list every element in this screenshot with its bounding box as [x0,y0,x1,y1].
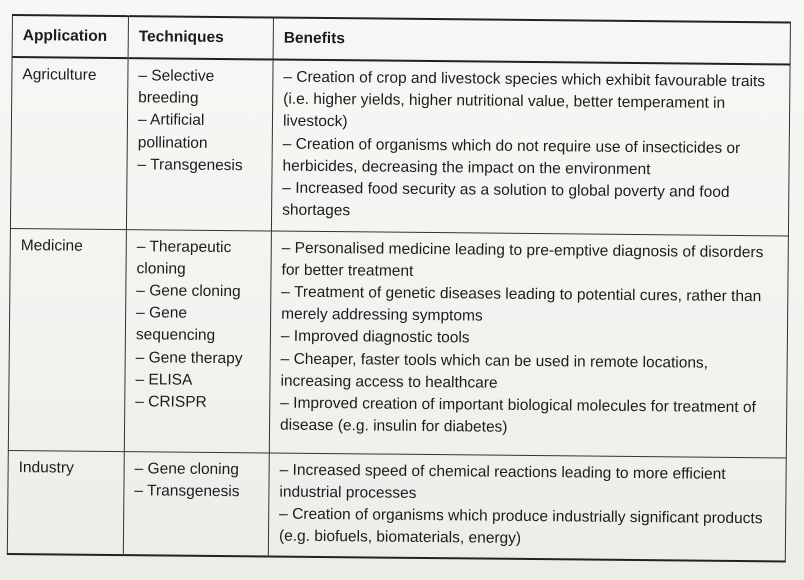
benefit-item: – Creation of organisms which do not require use of insecticides or herbicides, decreasing the impact on the environment [282,135,741,178]
applications-table-wrapper [7,14,790,562]
application-cell: Industry [7,450,124,555]
benefit-item: – Creation of crop and livestock species which exhibit favourable traits (i.e. higher yields, higher nutritional value, better temperament in livestock) [282,68,766,131]
benefit-item: – Increased food security as a solution to global poverty and food shortages [282,179,730,220]
benefits-cell [269,231,788,458]
techniques-cell [126,58,273,230]
header-application: Application [12,15,128,58]
technique-item: – ELISA [135,370,193,389]
benefit-item: – Personalised medicine leading to pre-emptive diagnosis of disorders for better treatment [281,239,764,280]
technique-item: – CRISPR [135,393,207,411]
technique-item: – Therapeutic cloning [136,237,232,278]
benefit-item: – Cheaper, faster tools which can be used in remote locations, increasing access to healthcare [280,350,709,392]
benefits-cell [271,60,790,236]
technique-item: – Gene cloning [134,459,240,478]
technique-item: – Artificial pollination [137,111,208,152]
table-row-agriculture [10,57,790,235]
technique-item: – Gene sequencing [135,304,216,345]
application-cell: Agriculture [10,57,128,229]
benefit-item: – Increased speed of chemical reactions leading to more efficient industrial processes [279,461,726,502]
technique-item: – Transgenesis [134,481,240,500]
header-row [12,15,790,64]
applications-table [7,14,791,562]
technique-item: – Transgenesis [137,156,243,175]
benefit-item: – Treatment of genetic diseases leading to potential cures, rather than merely addressing symptoms [281,283,762,325]
techniques-cell [124,229,271,452]
application-cell: Medicine [8,228,126,451]
table-row-industry [7,450,786,561]
benefit-item: – Improved diagnostic tools [280,327,470,347]
technique-item: – Gene cloning [136,282,241,301]
header-techniques: Techniques [128,16,273,59]
table-row-medicine [8,228,788,457]
technique-item: – Selective breeding [138,67,215,107]
benefits-cell [268,452,786,561]
header-benefits: Benefits [273,18,790,65]
technique-item: – Gene therapy [135,348,243,367]
benefit-item: – Improved creation of important biological molecules for treatment of disease (e.g. insulin for diabetes) [279,394,756,436]
benefit-item: – Creation of organisms which produce industrially significant products (e.g. biofuels, biomaterials, energy) [278,505,763,548]
techniques-cell [123,451,269,556]
